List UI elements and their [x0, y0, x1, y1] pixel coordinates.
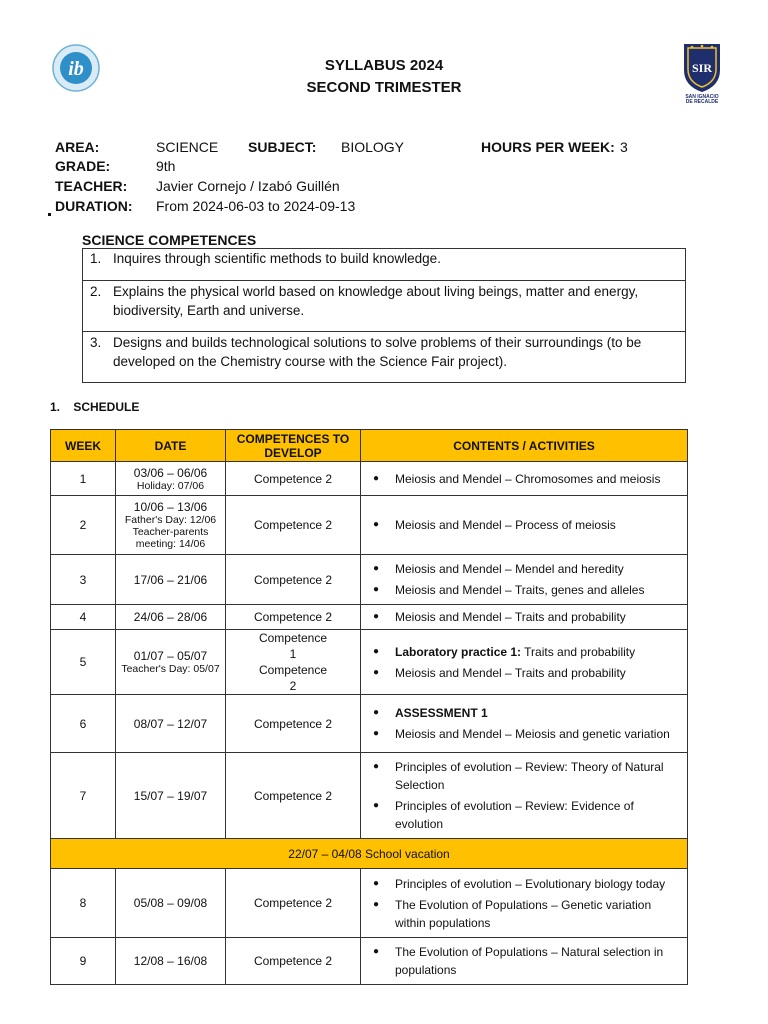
table-row: [51, 630, 688, 695]
activity-item: ● Meiosis and Mendel – Traits and probability: [371, 608, 681, 626]
week-cell: 5: [51, 630, 116, 695]
activities-cell: [361, 695, 688, 753]
table-header-row: [51, 430, 688, 462]
subject-label: SUBJECT:: [248, 139, 317, 155]
activities-cell: [361, 496, 688, 555]
grade-value: 9th: [156, 158, 176, 174]
hours-value: 3: [620, 139, 628, 155]
date-range: 05/08 – 09/08: [133, 896, 208, 910]
header-week: WEEK: [51, 430, 116, 462]
activities-cell: [361, 555, 688, 605]
assessment-label: ASSESSMENT 1: [395, 706, 488, 720]
area-label: AREA:: [55, 139, 100, 155]
svg-text:ib: ib: [68, 58, 84, 80]
date-range: 01/07 – 05/07: [133, 649, 208, 663]
week-cell: 7: [51, 753, 116, 839]
date-cell: [116, 462, 226, 496]
svg-text:SAN IGNACIO: SAN IGNACIO: [685, 94, 719, 100]
table-row: [51, 462, 688, 496]
header-contents: CONTENTS / ACTIVITIES: [361, 430, 688, 462]
activities-cell: [361, 630, 688, 695]
activity-item: [371, 643, 681, 661]
activity-item: ● Meiosis and Mendel – Chromosomes and meiosis: [371, 470, 681, 488]
date-note: Holiday: 07/06: [136, 479, 205, 492]
area-value: SCIENCE: [156, 139, 219, 155]
activity-item: [371, 704, 681, 722]
teacher-value: Javier Cornejo / Izabó Guillén: [156, 178, 340, 194]
activity-item: ● The Evolution of Populations – Genetic variation within populations: [371, 896, 681, 932]
table-row: [51, 496, 688, 555]
competence-number: 2.: [90, 284, 102, 299]
date-range: 12/08 – 16/08: [133, 954, 208, 968]
competences-title: SCIENCE COMPETENCES: [82, 232, 257, 248]
svg-text:DE RECALDE: DE RECALDE: [685, 99, 719, 104]
vacation-row: [51, 839, 688, 869]
header-competences: COMPETENCES TO DEVELOP: [226, 430, 361, 462]
lab-practice-label: Laboratory practice 1:: [395, 644, 522, 659]
competence-number: 1.: [90, 251, 102, 266]
date-cell: [116, 695, 226, 753]
vacation-cell: 22/07 – 04/08 School vacation: [51, 839, 688, 869]
document-title: SYLLABUS 2024: [324, 57, 444, 74]
week-cell: 4: [51, 605, 116, 630]
date-cell: [116, 869, 226, 938]
week-cell: 6: [51, 695, 116, 753]
date-note: Teacher's Day: 05/07: [121, 663, 220, 675]
competence-cell: Competence 2: [226, 938, 361, 985]
competence-item: [83, 332, 685, 371]
date-note: Father's Day: 12/06 Teacher-parents meeting: 14/06: [124, 514, 217, 550]
table-row: [51, 753, 688, 839]
competence-number: 3.: [90, 335, 102, 350]
document-subtitle: SECOND TRIMESTER: [306, 79, 462, 96]
subject-value: BIOLOGY: [341, 139, 405, 155]
competence-cell: Competence 2: [226, 869, 361, 938]
activities-cell: [361, 462, 688, 496]
duration-label: DURATION:: [55, 198, 133, 214]
teacher-label: TEACHER:: [55, 178, 128, 194]
date-range: 10/06 – 13/06: [133, 500, 208, 514]
competence-cell: [226, 630, 361, 695]
schedule-title: 1. SCHEDULE: [50, 400, 140, 414]
activity-item: ● Meiosis and Mendel – Meiosis and genetic variation: [371, 725, 681, 743]
date-range: 08/07 – 12/07: [133, 716, 208, 731]
activity-item: ● Meiosis and Mendel – Mendel and heredity: [371, 560, 681, 578]
header-date: DATE: [116, 430, 226, 462]
week-cell: 1: [51, 462, 116, 496]
lab-practice-topic: Traits and probability: [521, 644, 636, 659]
date-cell: [116, 938, 226, 985]
stray-bullet-mark: [48, 213, 51, 216]
week-cell: 9: [51, 938, 116, 985]
competence-text: Explains the physical world based on knowledge about living beings, matter and energy, biodiversity, Earth and universe.: [113, 284, 639, 318]
competence-cell: Competence 2: [226, 695, 361, 753]
week-cell: 3: [51, 555, 116, 605]
activity-item: ● Principles of evolution – Review: Theory of Natural Selection: [371, 758, 681, 794]
activity-item: ● Meiosis and Mendel – Traits, genes and alleles: [371, 581, 681, 599]
competence-cell: Competence 2: [226, 555, 361, 605]
week-cell: 2: [51, 496, 116, 555]
date-cell: [116, 496, 226, 555]
table-row: [51, 938, 688, 985]
activities-cell: [361, 938, 688, 985]
hours-label: HOURS PER WEEK:: [481, 139, 615, 155]
table-row: [51, 695, 688, 753]
table-row: [51, 555, 688, 605]
date-range: 15/07 – 19/07: [133, 788, 208, 803]
table-row: [51, 605, 688, 630]
activity-item: ● Principles of evolution – Evolutionary biology today: [371, 875, 681, 893]
competence-item: [83, 249, 685, 268]
svg-text:SIR: SIR: [691, 61, 713, 75]
activities-cell: [361, 605, 688, 630]
activity-item: ● Principles of evolution – Review: Evidence of evolution: [371, 797, 681, 833]
activity-item: ● The Evolution of Populations – Natural selection in populations: [371, 943, 681, 979]
date-cell: [116, 753, 226, 839]
date-range: 17/06 – 21/06: [133, 572, 208, 587]
date-cell: [116, 605, 226, 630]
grade-label: GRADE:: [55, 158, 111, 174]
competence-list: Competence 1 Competence 2: [258, 631, 328, 693]
schedule-table: [50, 429, 688, 985]
date-cell: [116, 630, 226, 695]
activities-cell: [361, 753, 688, 839]
competence-cell: Competence 2: [226, 605, 361, 630]
date-cell: [116, 555, 226, 605]
competence-cell: Competence 2: [226, 462, 361, 496]
activity-item: ● Meiosis and Mendel – Process of meiosis: [371, 516, 681, 534]
date-range: 03/06 – 06/06: [133, 465, 208, 480]
competence-cell: Competence 2: [226, 496, 361, 555]
competences-box: [82, 248, 686, 383]
duration-value: From 2024-06-03 to 2024-09-13: [156, 198, 356, 214]
table-row: [51, 869, 688, 938]
competence-text: Inquires through scientific methods to build knowledge.: [113, 251, 441, 266]
competence-text: Designs and builds technological solutions to solve problems of their surroundings (to be developed on the Chemistry course with the Science Fair project).: [113, 335, 642, 369]
week-cell: 8: [51, 869, 116, 938]
date-range: 24/06 – 28/06: [133, 610, 208, 624]
activities-cell: [361, 869, 688, 938]
competence-cell: Competence 2: [226, 753, 361, 839]
activity-item: ● Meiosis and Mendel – Traits and probability: [371, 664, 681, 682]
competence-item: [83, 281, 685, 320]
